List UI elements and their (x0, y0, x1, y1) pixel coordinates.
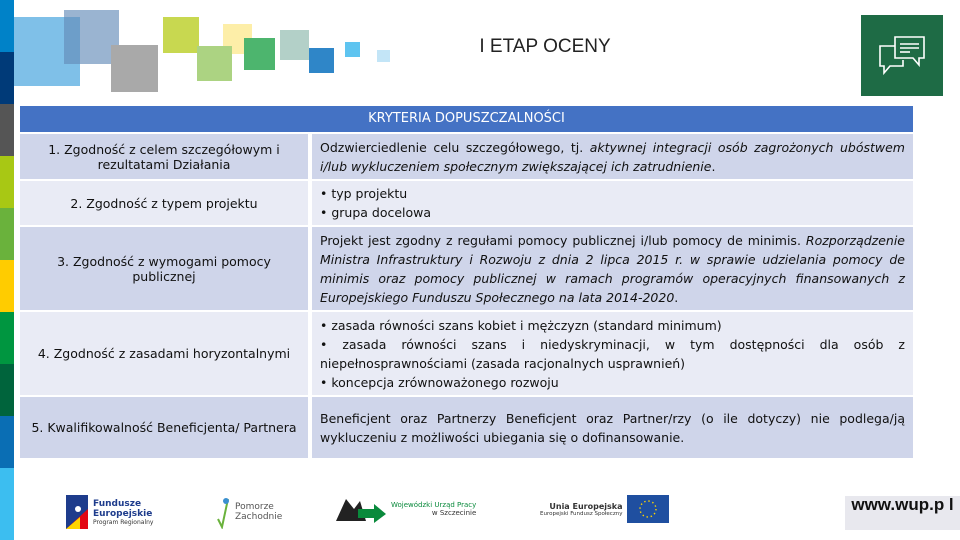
desc-text: Projekt jest zgodny z regułami pomocy publicznej i/lub pomocy de minimis. (320, 232, 801, 248)
bullet-item: • typ projektu (320, 186, 408, 201)
desc-end: . (674, 289, 679, 305)
criterion-label: 4. Zgodność z zasadami horyzontalnymi (20, 312, 308, 395)
criterion-description (312, 397, 913, 458)
logo-text: Pomorze (235, 502, 274, 512)
bullet-item: • zasada równości szans kobiet i mężczyzn (standard minimum) (320, 317, 722, 333)
logo-text: Europejskie (93, 508, 153, 519)
desc-text: Odzwierciedlenie celu szczegółowego, tj. (320, 139, 590, 155)
logo-wup-szczecin (336, 495, 476, 523)
website-url[interactable]: www.wup.p l (845, 496, 960, 530)
table-row (20, 134, 913, 179)
logo-text: Program Regionalny (93, 518, 154, 526)
logo-text: Europejski Fundusz Społeczny (540, 510, 623, 517)
table-row (20, 397, 913, 458)
bullet-item: • zasada równości szans i niedyskryminacji, w tym dostępności dla osób z niepełnosprawnościami (zasada racjonalnych usprawnień) (320, 336, 905, 371)
criterion-description (312, 134, 913, 179)
logo-text: Wojewódzki Urząd Pracy (391, 501, 477, 509)
criterion-description (312, 312, 913, 395)
bullet-item: • koncepcja zrównoważonego rozwoju (320, 374, 559, 390)
eu-flag-icon (627, 495, 669, 523)
table-row (20, 227, 913, 310)
criterion-description (312, 181, 913, 225)
table-row (20, 181, 913, 225)
criterion-label: 1. Zgodność z celem szczegółowym i rezultatami Działania (20, 134, 308, 179)
desc-italic: Rozporządzenie Ministra Infrastruktury i Rozwoju z dnia 2 lipca 2015 r. w sprawie udzielania pomocy de minimis oraz pomocy publicznej w ramach programów operacyjnych finansowanych z Europejskiego Funduszu Społecznego na lata 2014-2020 (320, 232, 905, 305)
table-row (20, 312, 913, 395)
logo-unia-europejska (540, 495, 669, 523)
desc-italic: aktywnej integracji osób zagrożonych ubóstwem i/lub wykluczeniem społecznym zwiększającej ich zatrudnienie (320, 139, 905, 174)
criteria-table (20, 106, 913, 458)
logo-fundusze-europejskie (66, 495, 153, 529)
logo-text: w Szczecinie (431, 509, 477, 517)
criterion-description (312, 227, 913, 310)
criterion-label: 3. Zgodność z wymogami pomocy publicznej (20, 227, 308, 310)
logo-pomorze-zachodnie (216, 495, 282, 529)
criterion-label: 2. Zgodność z typem projektu (20, 181, 308, 225)
desc-text: Beneficjent oraz Partnerzy Beneficjent oraz Partner/rzy (o ile dotyczy) nie podlega/ją wykluczeniu z możliwości ubiegania się o dofinansowanie. (320, 410, 905, 445)
table-heading: KRYTERIA DOPUSZCZALNOŚCI (20, 106, 913, 132)
page-title: I ETAP OCENY (479, 36, 611, 57)
logo-text: Fundusze (93, 498, 142, 509)
logo-text: Unia Europejska (549, 501, 623, 511)
desc-end: . (711, 158, 716, 174)
bullet-item: • grupa docelowa (320, 205, 432, 220)
chat-bubbles-icon (861, 15, 943, 96)
logo-text: Zachodnie (235, 512, 283, 522)
criterion-label: 5. Kwalifikowalność Beneficjenta/ Partnera (20, 397, 308, 458)
